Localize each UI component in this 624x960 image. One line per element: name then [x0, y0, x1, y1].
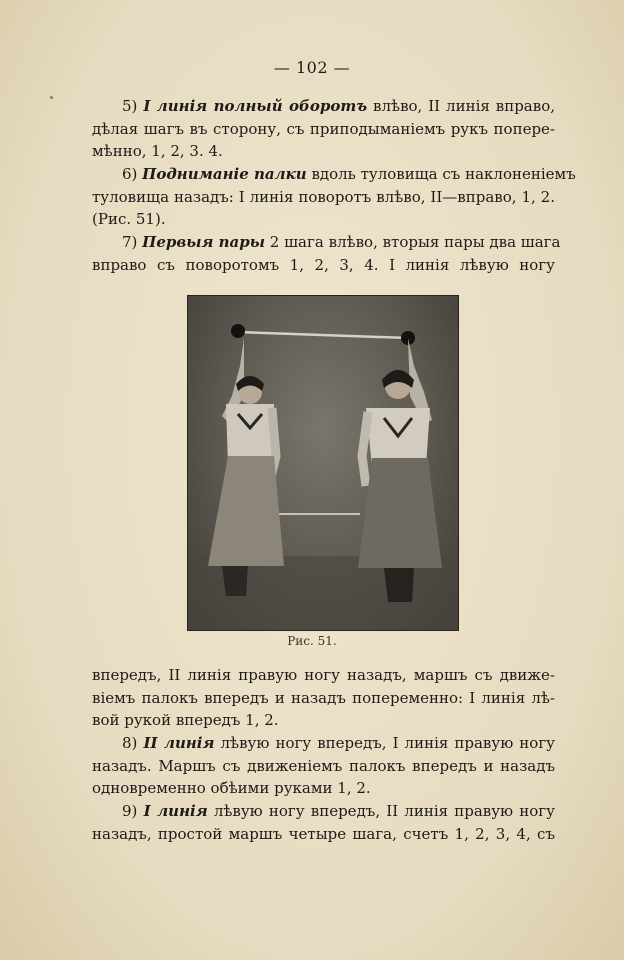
- text-run: назадъ. Маршъ съ движеніемъ палокъ впередъ и назадъ: [92, 756, 555, 775]
- text-run: (Рис. 51).: [92, 210, 166, 229]
- text-line: [92, 95, 555, 118]
- figure-caption: Рис. 51.: [287, 634, 337, 648]
- text-line: [92, 186, 555, 209]
- text-run: лѣвую ногу впередъ, I линія правую ногу: [214, 734, 556, 753]
- page-number: — 102 —: [273, 58, 351, 77]
- text-line: [92, 163, 576, 186]
- text-run: 7): [122, 233, 143, 252]
- text-line: [92, 118, 555, 141]
- text-run: 5): [122, 97, 144, 115]
- figure-photograph: [187, 295, 459, 631]
- emphasized-run: I линія: [143, 802, 208, 821]
- text-line: [92, 687, 555, 710]
- text-line: [92, 709, 555, 732]
- text-line: [92, 800, 555, 823]
- text-line: [92, 732, 555, 755]
- text-line: [92, 755, 555, 778]
- text-run: вой рукой впередъ 1, 2.: [92, 711, 279, 730]
- emphasized-run: I линія полный оборотъ: [143, 97, 368, 115]
- text-line: [92, 208, 555, 231]
- text-run: 9): [122, 802, 144, 821]
- text-line: [92, 140, 555, 163]
- text-run: 8): [122, 734, 144, 753]
- text-run: мѣнно, 1, 2, 3. 4.: [92, 142, 223, 161]
- text-line: [92, 664, 555, 687]
- emphasized-run: II линія: [143, 734, 215, 753]
- text-run: вдоль туловища съ наклоненіемъ: [306, 165, 576, 184]
- text-run: дѣлая шагъ въ сторону, съ приподыманіемъ рукъ попере-: [92, 119, 555, 138]
- text-run: 2 шага влѣво, вторыя пары два шага: [265, 233, 561, 252]
- text-run: одновременно обѣими руками 1, 2.: [92, 779, 371, 798]
- top-text-block: [92, 95, 576, 277]
- text-line: [92, 777, 555, 800]
- text-run: вправо съ поворотомъ 1, 2, 3, 4. I линія лѣвую ногу: [92, 255, 555, 274]
- text-line: [92, 823, 555, 846]
- bottom-text-block: [92, 664, 555, 846]
- text-run: 6): [122, 165, 143, 184]
- emphasized-run: Подниманіе палки: [142, 165, 307, 184]
- paper-speck: [50, 96, 53, 99]
- text-line: [92, 231, 561, 254]
- text-run: назадъ, простой маршъ четыре шага, счетъ 1, 2, 3, 4, съ: [92, 824, 555, 843]
- text-run: туловища назадъ: I линія поворотъ влѣво, II—вправо, 1, 2.: [92, 187, 555, 206]
- text-line: [92, 254, 555, 277]
- text-run: віемъ палокъ впередъ и назадъ попеременно: I линія лѣ-: [92, 688, 555, 707]
- emphasized-run: Первыя пары: [142, 233, 266, 252]
- text-run: впередъ, II линія правую ногу назадъ, маршъ съ движе-: [92, 666, 555, 684]
- photo-two-girls-with-wand: [188, 296, 458, 630]
- text-run: лѣвую ногу впередъ, II линія правую ногу: [207, 802, 555, 821]
- text-run: влѣво, II линія вправо,: [367, 97, 555, 115]
